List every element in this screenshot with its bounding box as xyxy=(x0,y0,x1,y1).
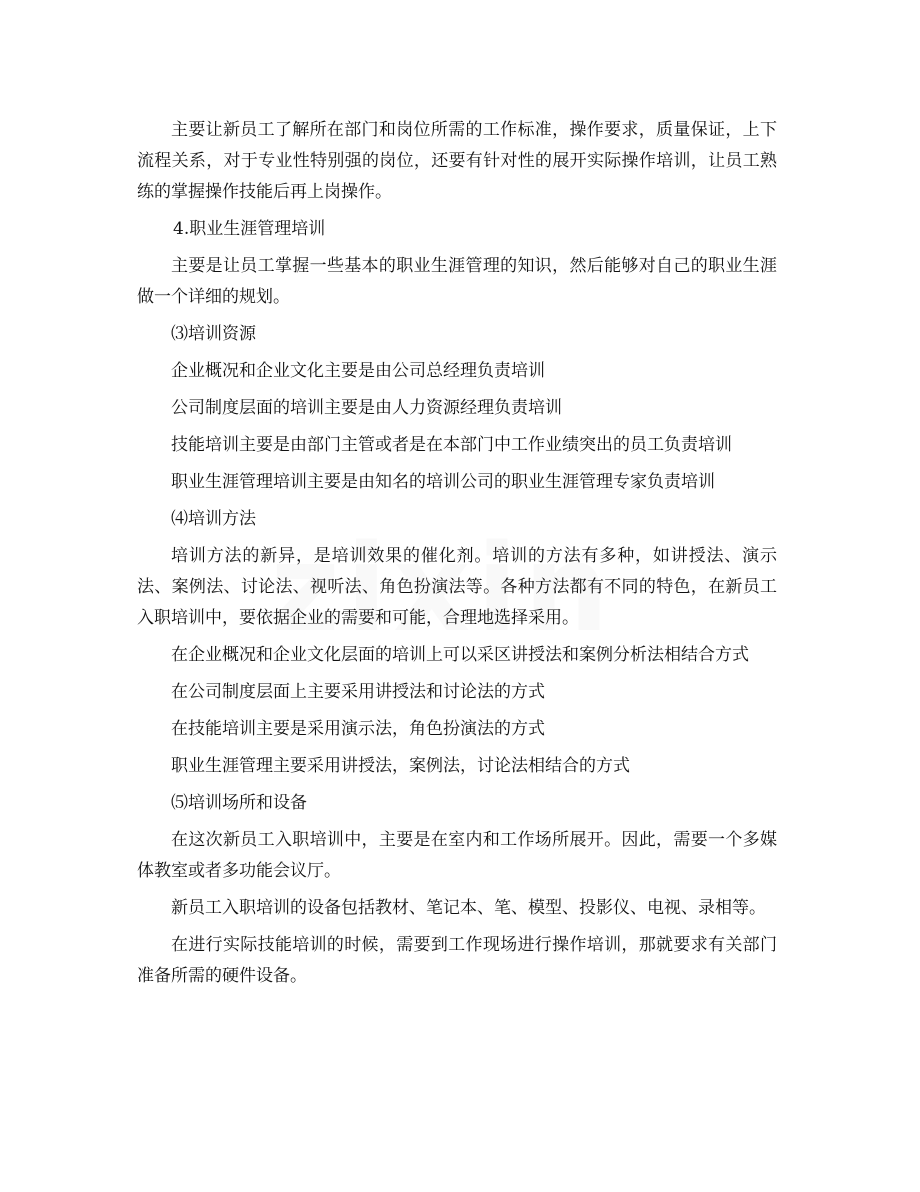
paragraph-job-skills: 主要让新员工了解所在部门和岗位所需的工作标准，操作要求，质量保证，上下流程关系，对于专业性特别强的岗位，还要有针对性的展开实际操作培训，让员工熟练的掌握操作技能后再上岗操作。 xyxy=(137,120,777,202)
document-body xyxy=(137,115,777,998)
paragraph-resource-2: 公司制度层面的培训主要是由人力资源经理负责培训 xyxy=(171,398,562,418)
paragraph-career-management: 主要是让员工掌握一些基本的职业生涯管理的知识，然后能够对自己的职业生涯做一个详细的规划。 xyxy=(137,256,777,307)
heading-career-management: 4.职业生涯管理培训 xyxy=(173,219,326,239)
heading-training-methods: ⑷培训方法 xyxy=(171,509,256,529)
paragraph-resource-1: 企业概况和企业文化主要是由公司总经理负责培训 xyxy=(171,361,545,381)
paragraph-resource-3: 技能培训主要是由部门主管或者是在本部门中工作业绩突出的员工负责培训 xyxy=(171,435,732,455)
paragraph-method-1: 在企业概况和企业文化层面的培训上可以采区讲授法和案例分析法相结合方式 xyxy=(171,645,749,665)
paragraph-equipment: 新员工入职培训的设备包括教材、笔记本、笔、模型、投影仪、电视、录相等。 xyxy=(171,898,766,918)
paragraph-onsite-equipment: 在进行实际技能培训的时候，需要到工作现场进行操作培训，那就要求有关部门准备所需的硬件设备。 xyxy=(137,935,777,986)
paragraph-method-4: 职业生涯管理主要采用讲授法，案例法，讨论法相结合的方式 xyxy=(171,756,630,776)
paragraph-resource-4: 职业生涯管理培训主要是由知名的培训公司的职业生涯管理专家负责培训 xyxy=(171,472,715,492)
paragraph-methods-intro: 培训方法的新异，是培训效果的催化剂。培训的方法有多种，如讲授法、演示法、案例法、讨论法、视听法、角色扮演法等。各种方法都有不同的特色，在新员工入职培训中，要依据企业的需要和可能，合理地选择采用。 xyxy=(137,546,777,628)
paragraph-method-2: 在公司制度层面上主要采用讲授法和讨论法的方式 xyxy=(171,682,545,702)
paragraph-venue: 在这次新员工入职培训中，主要是在室内和工作场所展开。因此，需要一个多媒体教室或者多功能会议厅。 xyxy=(137,830,777,881)
heading-venue-equipment: ⑸培训场所和设备 xyxy=(171,793,307,813)
heading-training-resources: ⑶培训资源 xyxy=(171,324,256,344)
paragraph-method-3: 在技能培训主要是采用演示法，角色扮演法的方式 xyxy=(171,719,545,739)
